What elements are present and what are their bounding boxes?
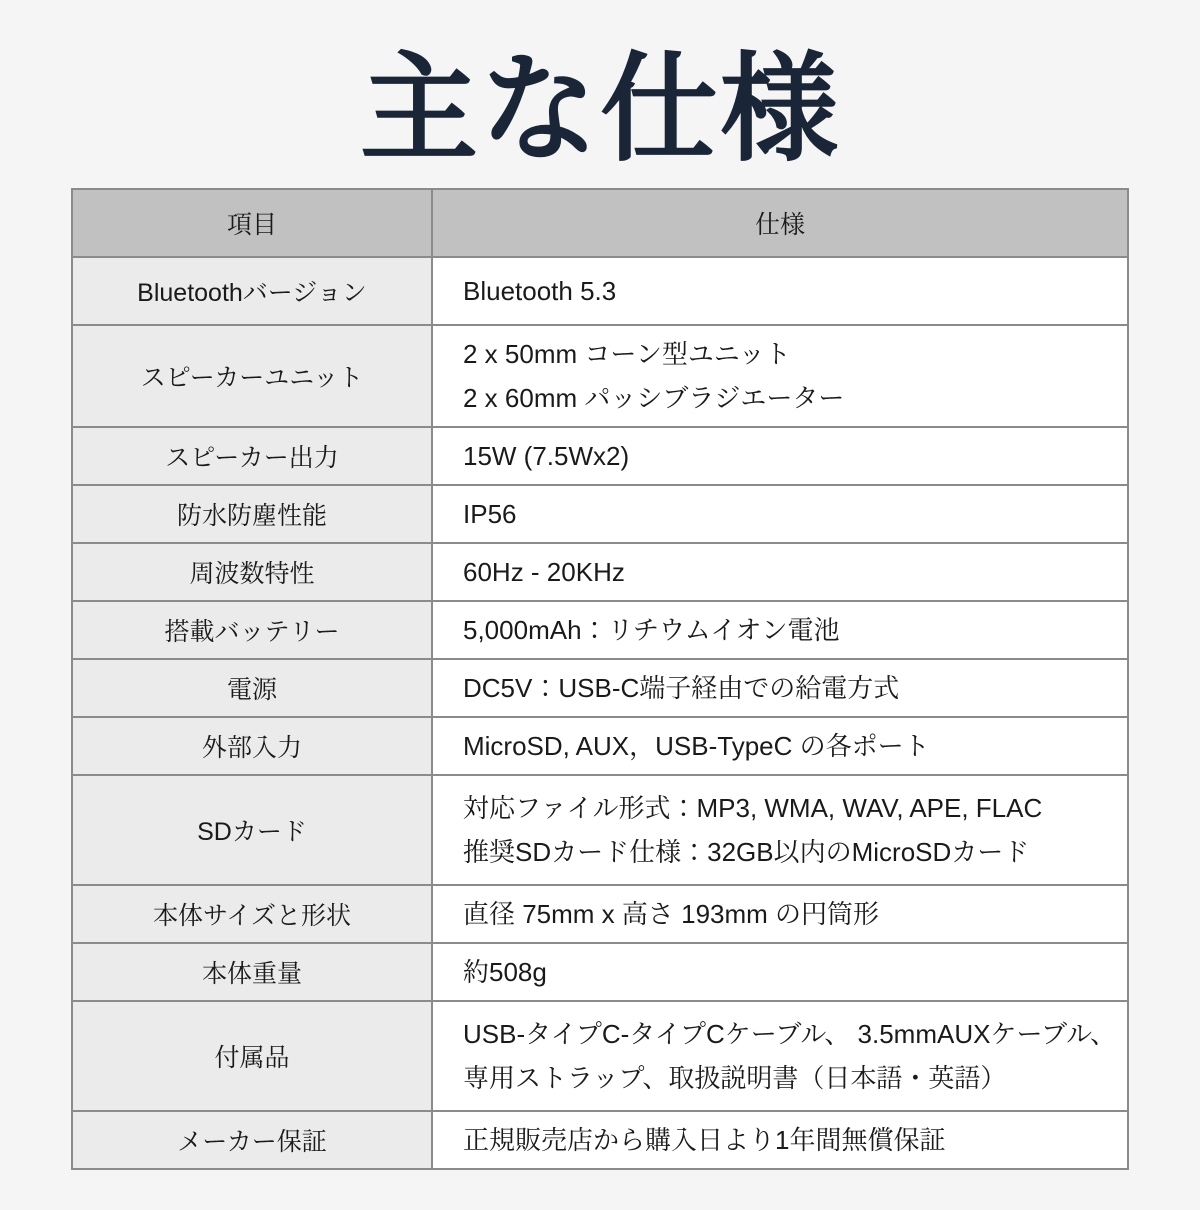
spec-value-line: 約508g <box>463 957 547 987</box>
spec-value-cell <box>432 775 1128 885</box>
spec-value-cell <box>432 427 1128 485</box>
table-row <box>72 717 1128 775</box>
spec-value-line: DC5V：USB-C端子経由での給電方式 <box>463 673 900 703</box>
table-row <box>72 601 1128 659</box>
spec-table-body <box>72 257 1128 1169</box>
spec-item-cell: 外部入力 <box>72 717 432 775</box>
spec-value-line: 15W (7.5Wx2) <box>463 441 630 471</box>
spec-value-line: Bluetooth 5.3 <box>463 276 617 306</box>
table-row <box>72 1111 1128 1169</box>
header-item-column: 項目 <box>72 189 432 257</box>
spec-value-line: 直径 75mm x 高さ 193mm の円筒形 <box>463 899 880 929</box>
spec-table-header <box>72 189 1128 257</box>
spec-item-cell: スピーカーユニット <box>72 325 432 427</box>
header-row <box>72 189 1128 257</box>
spec-item-cell: 防水防塵性能 <box>72 485 432 543</box>
spec-value-cell <box>432 717 1128 775</box>
spec-item-cell: メーカー保証 <box>72 1111 432 1169</box>
spec-value-cell <box>432 659 1128 717</box>
spec-value-cell <box>432 485 1128 543</box>
spec-value-cell <box>432 325 1128 427</box>
table-row <box>72 1001 1128 1111</box>
table-row <box>72 257 1128 325</box>
spec-value-cell <box>432 1111 1128 1169</box>
table-row <box>72 885 1128 943</box>
spec-item-cell: 本体重量 <box>72 943 432 1001</box>
table-row <box>72 659 1128 717</box>
spec-value-line: 5,000mAh：リチウムイオン電池 <box>463 615 840 645</box>
table-row <box>72 775 1128 885</box>
table-row <box>72 943 1128 1001</box>
spec-value-cell <box>432 257 1128 325</box>
spec-value-line: 対応ファイル形式：MP3, WMA, WAV, APE, FLAC <box>463 793 1043 823</box>
spec-item-cell: 搭載バッテリー <box>72 601 432 659</box>
spec-table <box>71 188 1129 1170</box>
spec-value-cell <box>432 601 1128 659</box>
spec-item-cell: 付属品 <box>72 1001 432 1111</box>
header-spec-column: 仕様 <box>432 189 1128 257</box>
spec-value-cell <box>432 543 1128 601</box>
spec-item-cell: Bluetoothバージョン <box>72 257 432 325</box>
spec-value-cell <box>432 1001 1128 1111</box>
page-title: 主な仕様 <box>359 44 840 176</box>
spec-value-line: MicroSD, AUX，USB-TypeC の各ポート <box>463 731 930 761</box>
table-row <box>72 543 1128 601</box>
spec-value-cell <box>432 943 1128 1001</box>
spec-item-cell: SDカード <box>72 775 432 885</box>
spec-value-line: 2 x 50mm コーン型ユニット <box>463 339 791 369</box>
spec-value-line: 推奨SDカード仕様：32GB以内のMicroSDカード <box>463 837 1030 867</box>
spec-item-cell: 電源 <box>72 659 432 717</box>
spec-value-line: 正規販売店から購入日より1年間無償保証 <box>463 1125 946 1155</box>
spec-item-cell: 本体サイズと形状 <box>72 885 432 943</box>
table-row <box>72 427 1128 485</box>
table-row <box>72 325 1128 427</box>
spec-value-line: 60Hz - 20KHz <box>463 557 625 587</box>
spec-value-line: 2 x 60mm パッシブラジエーター <box>463 383 845 413</box>
spec-item-cell: スピーカー出力 <box>72 427 432 485</box>
table-row <box>72 485 1128 543</box>
spec-value-line: USB-タイプC-タイプCケーブル、 3.5mmAUXケーブル、 <box>463 1019 1117 1049</box>
spec-value-line: IP56 <box>463 499 517 529</box>
spec-value-line: 専用ストラップ、取扱説明書（日本語・英語） <box>463 1063 1007 1093</box>
spec-value-cell <box>432 885 1128 943</box>
spec-item-cell: 周波数特性 <box>72 543 432 601</box>
